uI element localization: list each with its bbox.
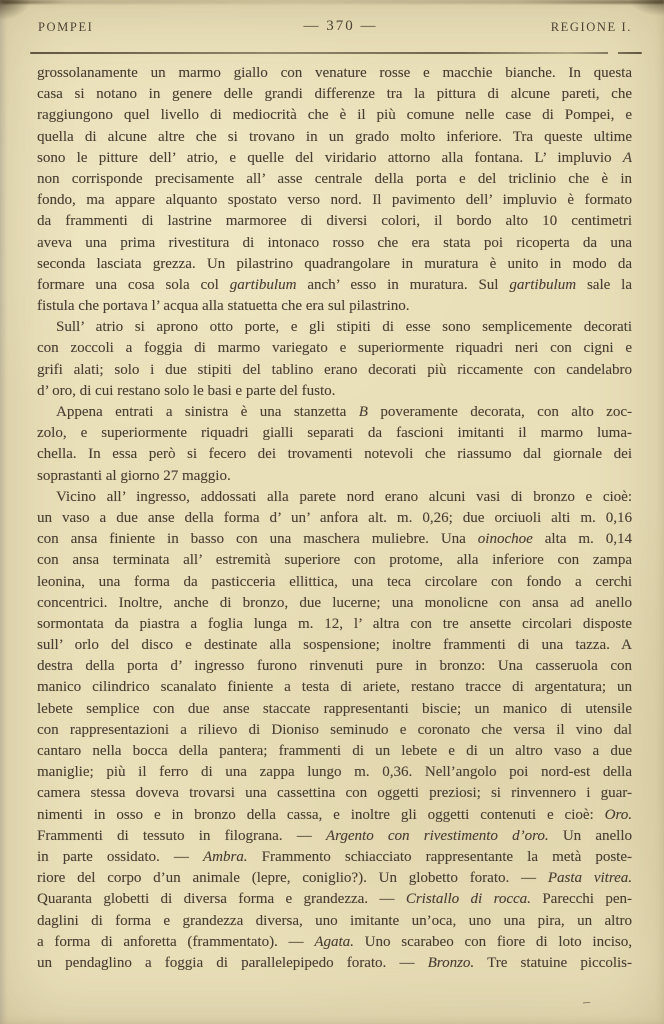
text-line-10 [37, 254, 632, 275]
page-number: — 370 — [303, 18, 378, 34]
text-line-25 [37, 572, 632, 593]
text-line-30 [37, 677, 632, 698]
text-run: non corrisponde precisamente all’ asse centrale della porta e del triclinio che è in [37, 170, 632, 187]
text-run: poveramente decorata, con alto zoc- [367, 404, 632, 420]
text-run: Un anello [548, 827, 632, 844]
text-run: Quaranta globetti di diversa forma e grandezza. — [37, 891, 406, 908]
text-run: Frammenti di tessuto in filograna. — [37, 827, 326, 844]
text-run: con ansa finiente in basso con una maschera muliebre. Una [37, 531, 478, 548]
text-line-39 [37, 868, 632, 889]
text-run: alta m. 0,14 [532, 531, 632, 548]
italic-text-run: A [622, 149, 632, 166]
text-run: maniglie; più il ferro di una zappa lungo m. 0,36. Nell’angolo poi nord-est della [37, 764, 632, 781]
text-line-3 [37, 105, 632, 126]
text-run: sull’ orlo del disco e destinate alla sospensione; inoltre frammenti di una tazza. A [37, 637, 632, 654]
running-head-place: POMPEI [38, 20, 94, 34]
text-line-33 [37, 741, 632, 762]
text-line-8 [37, 211, 632, 232]
text-run: un pendaglino a foggia di parallelepipedo forato. — [37, 954, 428, 971]
italic-text-run: gartibulum [509, 276, 577, 293]
italic-text-run: oinochoe [477, 531, 533, 548]
text-run: Uno scarabeo con fiore di loto inciso, [353, 933, 632, 950]
text-line-34 [37, 762, 632, 783]
text-run: un vaso a due anse della forma d’ un’ anfora alt. m. 0,26; due orciuoli alti m. 0,16 [37, 509, 632, 526]
text-run: camera stessa doveva trovarsi una cassettina con oggetti preziosi; si rinvennero i guar- [37, 785, 632, 802]
scan-top-edge-artifact [0, 0, 664, 4]
text-line-41 [37, 911, 632, 932]
text-line-36 [37, 805, 632, 826]
text-line-7 [37, 190, 632, 211]
text-run: quella di alcune altre che si trovano in un grado molto inferiore. Tra queste ultime [37, 128, 632, 145]
running-head-region: REGIONE I. [550, 20, 632, 34]
text-run: soprastanti al giorno 27 maggio. [37, 467, 231, 484]
italic-text-run: Agata. [314, 933, 354, 950]
text-line-6 [37, 169, 632, 190]
text-line-28 [37, 635, 632, 656]
italic-text-run: Pasta vitrea. [547, 870, 632, 887]
text-run: d’ oro, di cui restano solo le basi e parte del fusto. [37, 382, 336, 399]
scan-left-edge-artifact [0, 0, 7, 1024]
text-line-31 [37, 699, 632, 720]
text-run: fondo, ma appare alquanto spostato verso nord. Il pavimento dell’ impluvio è formato [37, 192, 632, 209]
text-run: Appena entrati a sinistra è una stanzetta [56, 404, 359, 420]
text-line-11 [37, 275, 632, 296]
text-line-22 [37, 508, 632, 529]
text-run: zolo, e superiormente riquadri gialli separati da fascioni imitanti il marmo luma- [37, 425, 632, 442]
text-run: da frammenti di lastrine marmoree di diversi colori, il bordo alto 10 centimetri [37, 213, 632, 230]
text-line-43 [37, 953, 632, 974]
text-line-37 [37, 826, 632, 847]
text-run: aveva una prima rivestitura di intonaco rosso che era stata poi ricoperta da una [37, 234, 632, 251]
text-run: sale la [576, 276, 632, 293]
text-line-9 [37, 233, 632, 254]
text-run: Parecchi pen- [530, 891, 632, 908]
text-line-26 [37, 593, 632, 614]
scan-corner-smudge-left [0, 0, 30, 20]
page-body-text [37, 63, 632, 974]
text-run: casa si notano in genere delle grandi differenze tra la pittura di alcune pareti, che [37, 86, 632, 103]
text-run: sormontata da piastra a foglia lunga m. 12, l’ altra con tre ansette circolari disposte [37, 615, 632, 632]
text-run: leonina, una forma da pasticceria ellittica, una teca circolare con fondo a cerchi [37, 573, 632, 590]
text-line-29 [37, 656, 632, 677]
text-run: con rappresentazioni a rilievo di Dioniso seminudo e coronato che versa il vino dal [37, 721, 632, 738]
text-run: grossolanamente un marmo giallo con venature rosse e macchie bianche. In questa [37, 65, 632, 81]
text-line-14 [37, 338, 632, 359]
text-run: lebete semplice con due anse staccate rappresentanti biscie; un manico di utensile [37, 700, 632, 717]
italic-text-run: Ambra. [202, 848, 248, 865]
italic-text-run: Argento con rivestimento d’oro. [325, 827, 549, 844]
text-line-1 [37, 63, 632, 84]
text-line-40 [37, 889, 632, 910]
text-line-2 [37, 84, 632, 105]
italic-text-run: Bronzo. [427, 954, 475, 971]
text-run: con ansa terminata all’ estremità superiore con protome, alla inferiore con zampa [37, 552, 632, 569]
text-line-27 [37, 614, 632, 635]
text-run: a forma di anforetta (frammentato). — [37, 933, 315, 950]
text-line-24 [37, 550, 632, 571]
header-rule-break [608, 50, 618, 56]
text-line-21 [37, 487, 632, 508]
italic-text-run: Oro. [604, 806, 632, 823]
text-line-38 [37, 847, 632, 868]
text-run: Vicino all’ ingresso, addossati alla parete nord erano alcuni vasi di bronzo e cioè: [56, 488, 632, 505]
text-line-5 [37, 148, 632, 169]
text-line-16 [37, 381, 632, 402]
text-line-17 [37, 402, 632, 423]
text-run: Sull’ atrio si aprono otto porte, e gli stipiti di esse sono semplicemente decorati [56, 319, 632, 336]
italic-text-run: B [358, 404, 368, 420]
text-line-19 [37, 444, 632, 465]
text-run: nimenti in osso e in bronzo della cassa, e inoltre gli oggetti contenuti e cioè: [37, 806, 605, 823]
text-line-20 [37, 466, 632, 487]
text-run: raggiungono quel livello di mediocrità che è il più comune nelle case di Pompei, e [37, 107, 632, 124]
text-run: daglini di forma e grandezza diversa, uno imitante un’oca, uno una pira, un altro [37, 912, 632, 929]
italic-text-run: Cristallo di rocca. [405, 891, 531, 908]
text-run: fistula che portava l’ acqua alla statuetta che era sul pilastrino. [37, 298, 410, 315]
text-run: cantaro nella bocca della pantera; frammenti di un lebete e di un altro vaso a due [37, 743, 632, 759]
italic-text-run: gartibulum [229, 276, 297, 293]
text-run: anch’ esso in muratura. Sul [296, 276, 510, 293]
text-run: sono le pitture dell’ atrio, e quelle del viridario attorno alla fontana. L’ impluvio [37, 149, 623, 166]
text-run: Tre statuine piccolis- [474, 954, 632, 971]
header-rule [30, 52, 642, 54]
page-blemish-mark: – [582, 994, 589, 1011]
text-line-42 [37, 932, 632, 953]
text-line-12 [37, 296, 632, 317]
text-run: in parte ossidato. — [37, 848, 203, 865]
text-run: chella. In essa però si fecero dei trovamenti notevoli che riassumo dal giornale dei [37, 446, 632, 463]
text-run: manico cilindrico scanalato finiente a testa di ariete, restano tracce di argentatura; un [37, 679, 632, 696]
text-run: formare una cosa sola col [37, 276, 230, 293]
text-line-13 [37, 317, 632, 338]
text-run: grifi alati; solo i due stipiti del tablino erano decorati più riccamente con candelabro [37, 361, 632, 378]
text-line-32 [37, 720, 632, 741]
text-line-23 [37, 529, 632, 550]
text-line-18 [37, 423, 632, 444]
text-line-15 [37, 360, 632, 381]
text-run: concentrici. Inoltre, anche di bronzo, due lucerne; una monolicne con ansa ad anello [37, 594, 632, 611]
text-run: con zoccoli a foggia di marmo variegato e superiormente riquadri neri con cigni e [37, 340, 632, 357]
text-run: riore del corpo d’un animale (lepre, coniglio?). Un globetto forato. — [37, 870, 548, 887]
scan-corner-smudge-right [630, 0, 664, 16]
running-header [38, 18, 634, 36]
text-line-35 [37, 783, 632, 804]
text-run: Frammento schiacciato rappresentante la metà poste- [247, 848, 632, 865]
text-line-4 [37, 127, 632, 148]
text-run: seconda lasciata grezza. Un pilastrino quadrangolare in muratura è unito in modo da [37, 255, 632, 272]
text-run: destra della porta d’ ingresso furono rinvenuti pure in bronzo: Una casseruola con [37, 658, 632, 675]
